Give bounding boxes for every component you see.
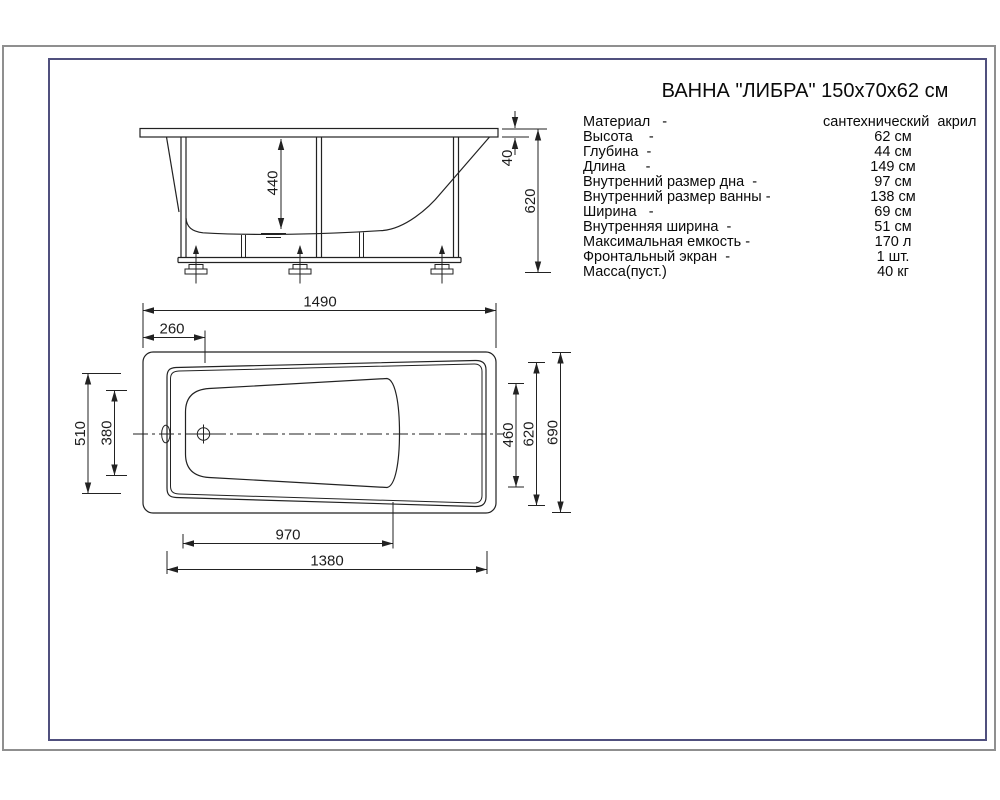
dim-label-left-inner: 510	[72, 420, 89, 447]
dim-top-inner-length	[167, 551, 487, 574]
spec-row-capacity: Максимальная емкость - 170 л	[583, 234, 912, 250]
top-view-drawing	[72, 294, 571, 575]
dim-top-right-inner	[521, 363, 546, 506]
foot-left	[185, 245, 207, 284]
spec-row-inner-width: Внутренняя ширина - 51 см	[583, 219, 912, 235]
dim-top-length	[143, 294, 496, 349]
spec-row-length: Длина - 149 см	[583, 159, 916, 175]
dim-side-depth	[261, 139, 286, 238]
dim-label-depth: 440	[264, 170, 282, 196]
dim-label-offset: 260	[159, 320, 185, 338]
spec-row-depth: Глубина - 44 см	[583, 144, 912, 160]
spec-row-material: Материал - сантехнический акрил	[583, 114, 977, 130]
dim-top-width	[545, 353, 572, 513]
side-view-drawing	[140, 111, 551, 284]
side-left-wall	[167, 137, 180, 212]
dim-label-right-floor: 460	[500, 422, 517, 448]
top-tub-floor	[186, 379, 400, 488]
dim-label-length: 1490	[303, 293, 337, 311]
dim-top-floor-length	[183, 502, 393, 549]
dim-label-width: 690	[544, 419, 562, 446]
spec-row-inner-size: Внутренний размер ванны - 138 см	[583, 189, 916, 205]
spec-row-inner-bottom: Внутренний размер дна - 97 см	[583, 174, 912, 190]
side-frame-posts	[181, 137, 459, 258]
dim-label-height: 620	[522, 188, 539, 214]
spec-row-front-panel: Фронтальный экран - 1 шт.	[583, 249, 910, 265]
adjustable-feet	[185, 245, 453, 284]
dim-label-rim: 40	[499, 149, 516, 167]
dim-label-right-inner: 620	[520, 421, 538, 447]
page-title: ВАННА "ЛИБРА" 150х70х62 см	[661, 80, 949, 102]
side-bottom-frame	[178, 258, 461, 263]
foot-right	[431, 245, 453, 284]
dim-side-height	[522, 130, 551, 273]
dim-top-offset	[143, 321, 205, 364]
dim-label-inner-length: 1380	[310, 552, 344, 570]
spec-row-height: Высота - 62 см	[583, 129, 912, 145]
spec-row-width: Ширина - 69 см	[583, 204, 912, 220]
dim-label-floor-length: 970	[275, 526, 301, 544]
side-rim	[140, 129, 498, 138]
spec-row-mass: Масса(пуст.) 40 кг	[583, 264, 909, 280]
dim-top-left-floor	[99, 391, 128, 476]
foot-center	[289, 245, 311, 284]
side-tub-profile	[186, 137, 490, 234]
dim-label-left-floor: 380	[98, 420, 116, 446]
top-outer-rim	[143, 352, 496, 513]
dim-side-rim	[499, 111, 547, 166]
